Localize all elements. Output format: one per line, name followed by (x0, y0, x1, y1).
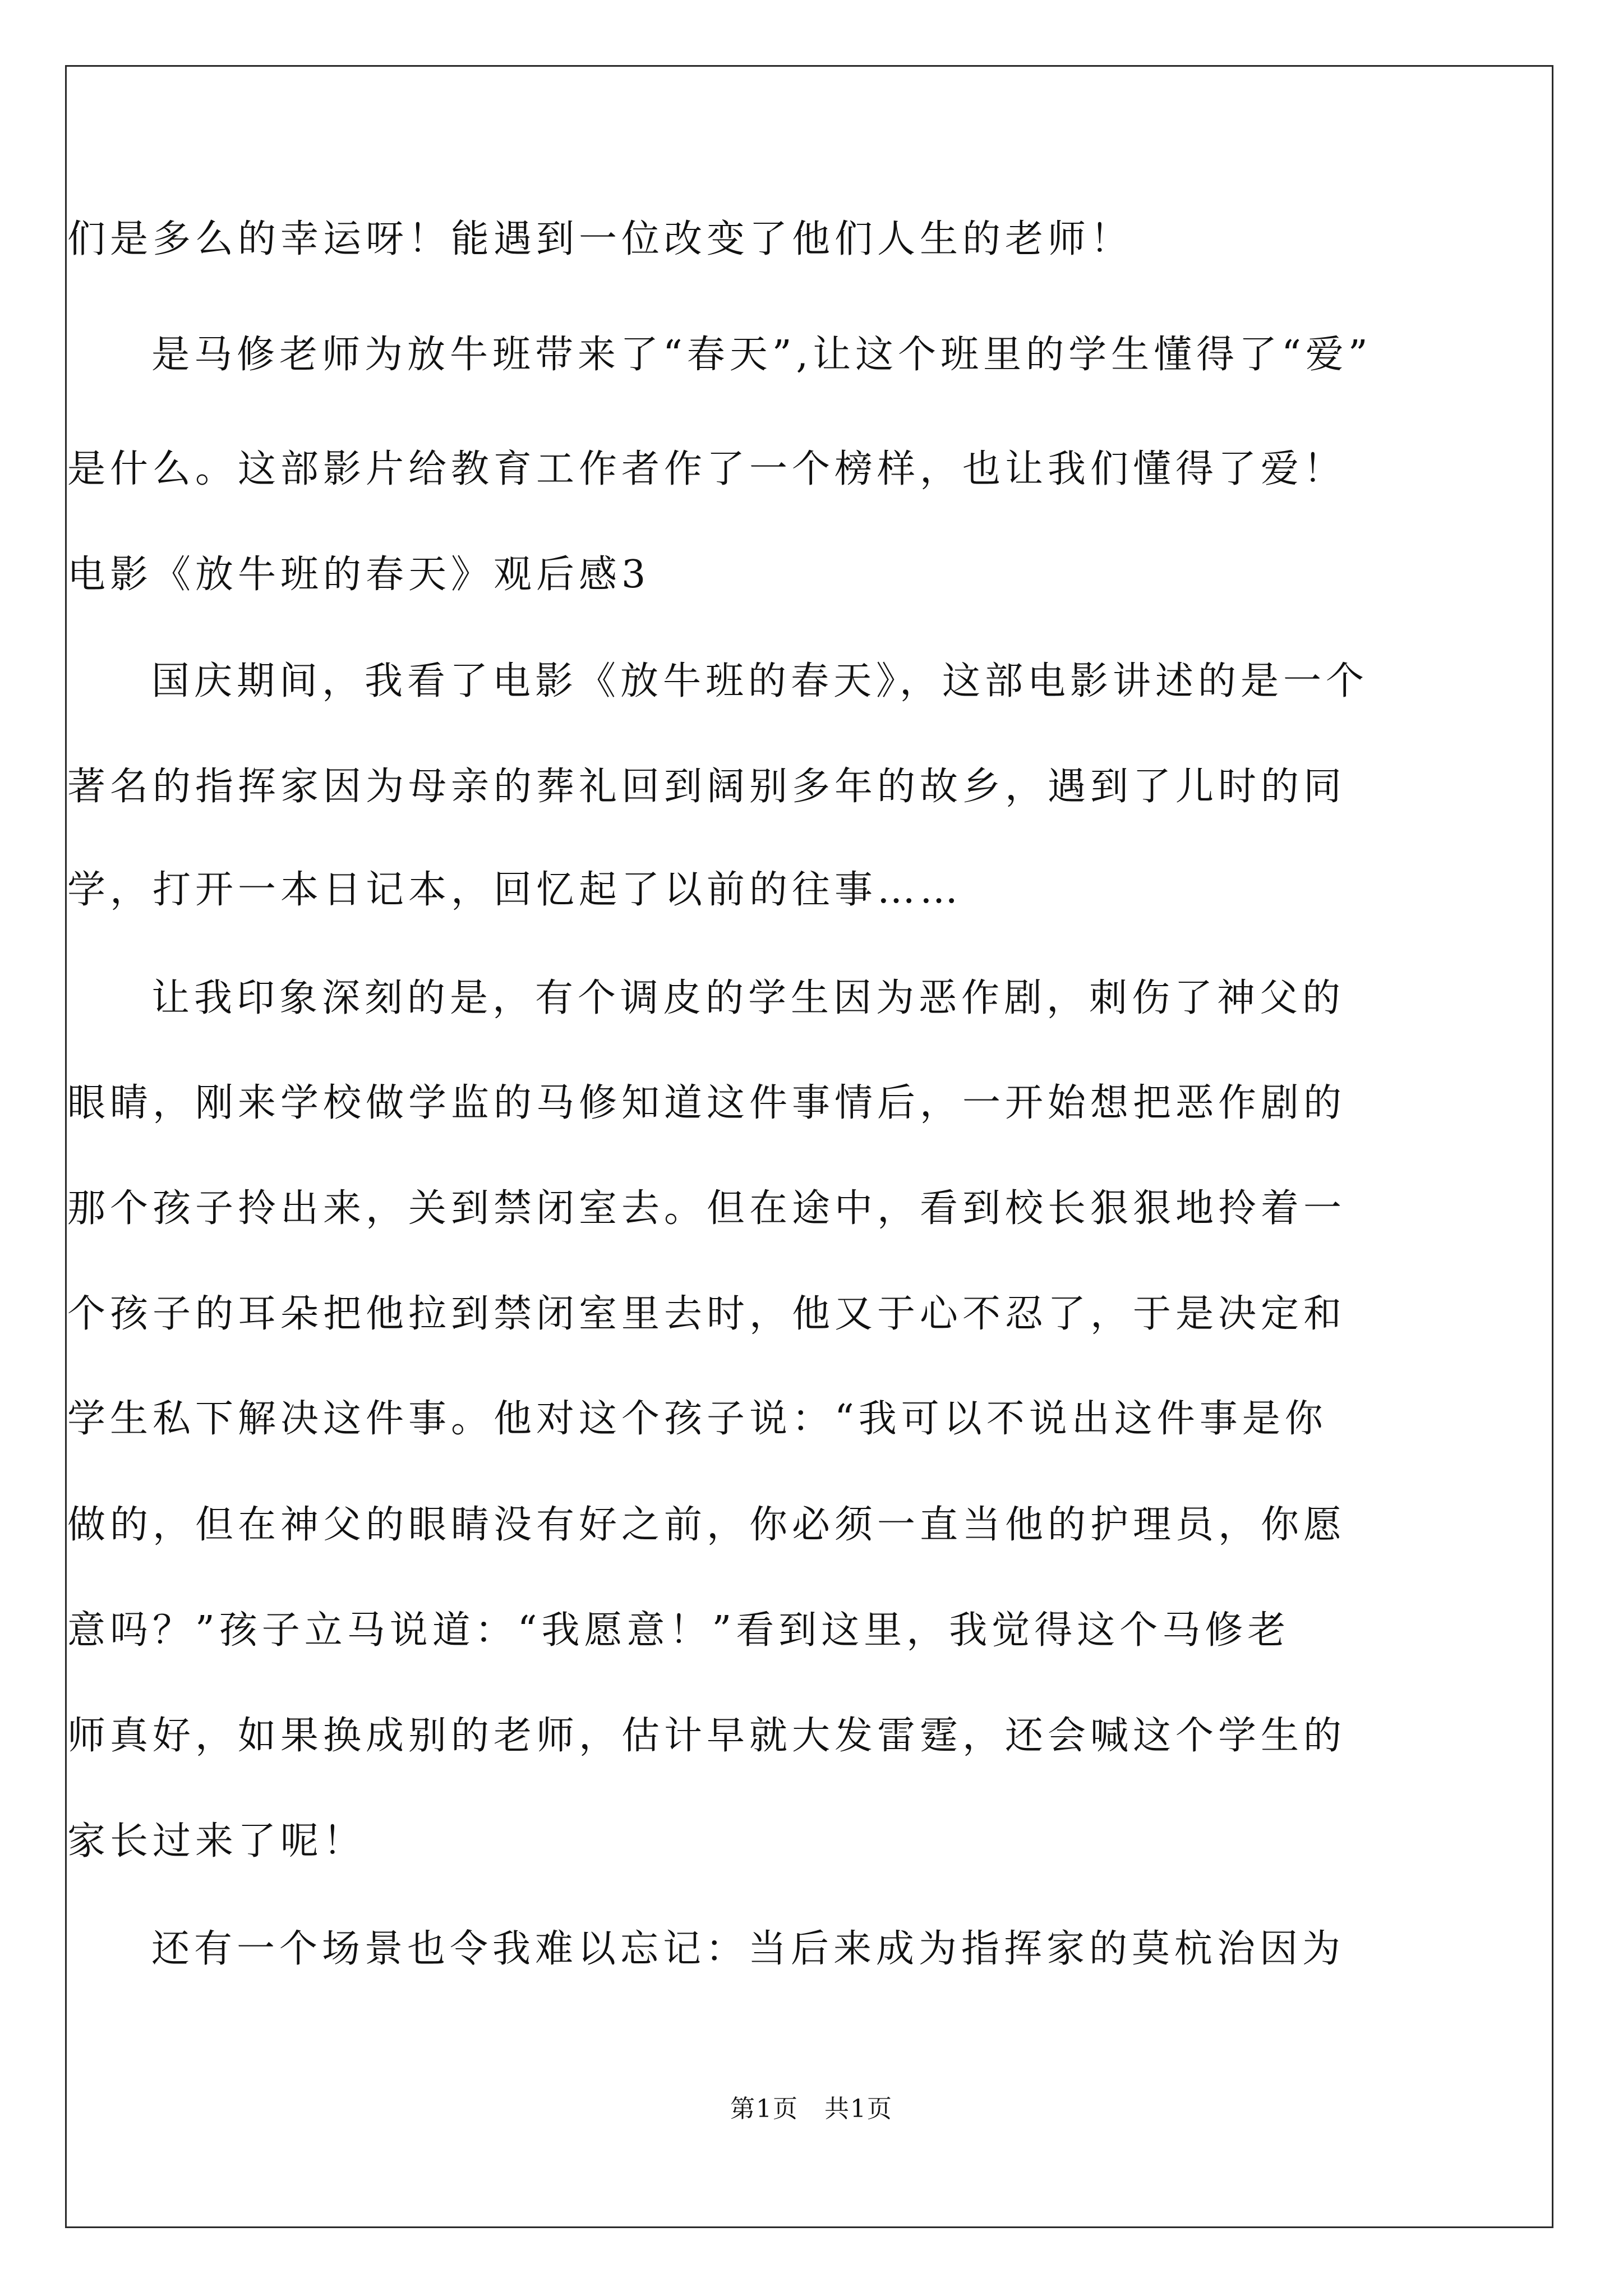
text-line-13: 做的，但在神父的眼睛没有好之前，你必须一直当他的护理员，你愿 (67, 1503, 1347, 1547)
section-heading: 电影《放牛班的春天》观后感3 (67, 553, 651, 597)
text-line-2: 是马修老师为放牛班带来了“春天”,让这个班里的学生懂得了“爱” (151, 333, 1372, 377)
text-line-6: 著名的指挥家因为母亲的葬礼回到阔别多年的故乡，遇到了儿时的同 (67, 765, 1347, 809)
text-line-8: 让我印象深刻的是，有个调皮的学生因为恶作剧，刺伤了神父的 (151, 976, 1345, 1020)
text-line-11: 个孩子的耳朵把他拉到禁闭室里去时，他又于心不忍了，于是决定和 (67, 1292, 1347, 1336)
text-line-12: 学生私下解决这件事。他对这个孩子说：“我可以不说出这件事是你 (67, 1397, 1327, 1441)
text-line-10: 那个孩子拎出来，关到禁闭室去。但在途中，看到校长狠狠地拎着一 (67, 1186, 1347, 1231)
text-line-3: 是什么。这部影片给教育工作者作了一个榜样，也让我们懂得了爱！ (67, 447, 1347, 491)
text-line-15: 师真好，如果换成别的老师，估计早就大发雷霆，还会喊这个学生的 (67, 1714, 1347, 1758)
text-line-17: 还有一个场景也令我难以忘记：当后来成为指挥家的莫杭治因为 (151, 1927, 1345, 1971)
text-line-9: 眼睛，刚来学校做学监的马修知道这件事情后，一开始想把恶作剧的 (67, 1081, 1347, 1125)
text-line-7: 学，打开一本日记本，回忆起了以前的往事…… (67, 868, 963, 912)
text-line-16: 家长过来了呢！ (67, 1819, 366, 1864)
page-border (65, 65, 1553, 2228)
text-line-5: 国庆期间，我看了电影《放牛班的春天》，这部电影讲述的是一个 (151, 659, 1369, 703)
page-footer: 第1页 共1页 (730, 2095, 893, 2123)
text-line-1: 们是多么的幸运呀！能遇到一位改变了他们人生的老师！ (67, 217, 1133, 261)
text-line-14: 意吗？”孩子立马说道：“我愿意！”看到这里，我觉得这个马修老 (67, 1608, 1290, 1653)
